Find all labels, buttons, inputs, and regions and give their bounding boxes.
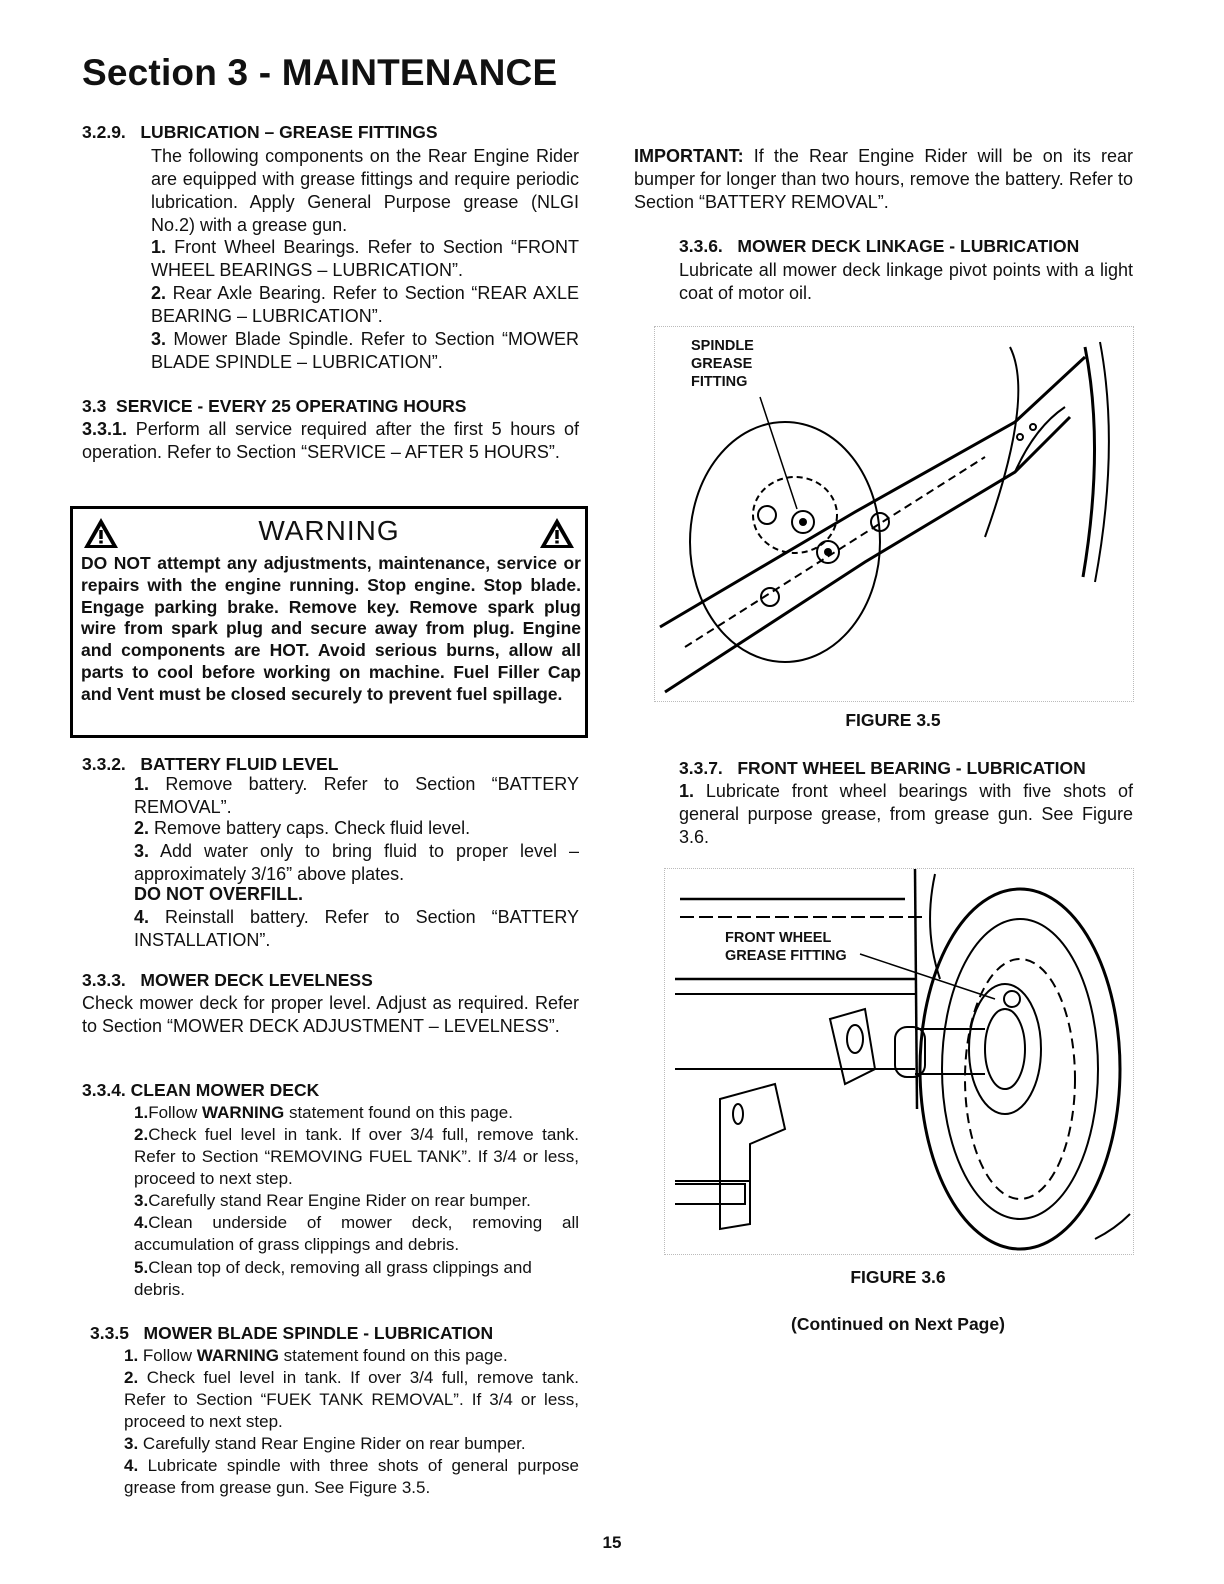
item-text: Front Wheel Bearings. Refer to Section “FRONT WHEEL BEARINGS – LUBRICATION”. xyxy=(151,237,579,280)
item-number: 1. xyxy=(124,1346,139,1365)
spindle-list xyxy=(124,1345,579,1499)
important-note xyxy=(634,145,1133,214)
important-label: IMPORTANT: xyxy=(634,146,744,166)
section-title: Section 3 - MAINTENANCE xyxy=(82,52,558,93)
important-text: If the Rear Engine Rider will be on its rear bumper for longer than two hours, remove the battery. Refer to Section “BATTERY REMOVAL”. xyxy=(634,146,1133,212)
list-item xyxy=(124,1345,579,1367)
label-line: FITTING xyxy=(691,374,748,390)
item-text: Follow xyxy=(148,1103,203,1122)
warning-body: DO NOT attempt any adjustments, maintenance, service or repairs with the engine running. Stop engine. Stop blade. Engage parking brake. Remove key. Remove spark plug wire from spark plug and secure away from plug. Engine and components are HOT. Avoid serious burns, allow all parts to cool before working on machine. Fuel Filler Cap and Vent must be closed securely to prevent fuel spillage. xyxy=(81,553,581,704)
item-number: 3.3.1. xyxy=(82,419,128,439)
clean-deck-list xyxy=(134,1102,579,1301)
item-text: Follow xyxy=(142,1346,197,1365)
list-item xyxy=(134,1190,579,1212)
item-number: 5. xyxy=(134,1258,149,1277)
item-number: 2. xyxy=(134,818,150,838)
heading-3-3-6: 3.3.6. MOWER DECK LINKAGE - LUBRICATION xyxy=(679,236,1080,256)
item-number: 2. xyxy=(151,283,167,303)
list-item xyxy=(124,1433,579,1455)
item-number: 3. xyxy=(134,841,150,861)
item-number: 3. xyxy=(134,1191,149,1210)
item-text: Remove battery caps. Check fluid level. xyxy=(154,818,471,838)
label-line: GREASE xyxy=(691,356,753,372)
warning-box xyxy=(70,506,588,738)
list-item xyxy=(151,236,579,282)
item-number: 3. xyxy=(124,1434,139,1453)
list-item xyxy=(134,817,579,840)
list-item xyxy=(134,840,579,886)
heading-3-2-9: 3.2.9. LUBRICATION – GREASE FITTINGS xyxy=(82,122,438,142)
front-wheel-illustration xyxy=(665,869,1133,1254)
label-line: SPINDLE xyxy=(691,338,754,354)
figure-3-6-caption: FIGURE 3.6 xyxy=(850,1267,946,1287)
item-text: Mower Blade Spindle. Refer to Section “MOWER BLADE SPINDLE – LUBRICATION”. xyxy=(151,329,579,372)
list-item xyxy=(134,1102,579,1124)
item-text: Clean top of deck, removing all grass clippings and debris. xyxy=(134,1258,532,1299)
item-text: Rear Axle Bearing. Refer to Section “REAR AXLE BEARING – LUBRICATION”. xyxy=(151,283,579,326)
item-number: 4. xyxy=(134,907,150,927)
item-text: Check fuel level in tank. If over 3/4 full, remove tank. Refer to Section “FUEK TANK REMOVAL”. If 3/4 or less, proceed to next step. xyxy=(124,1368,579,1431)
list-item xyxy=(151,282,579,328)
item-text: Lubricate spindle with three shots of general purpose grease from grease gun. See Figure 3.5. xyxy=(124,1456,579,1497)
item-number: 1. xyxy=(679,781,695,801)
list-item xyxy=(124,1455,579,1499)
list-item xyxy=(134,773,579,819)
label-line: GREASE FITTING xyxy=(725,948,847,964)
item-text: Add water only to bring fluid to proper level – approximately 3/16” above plates. xyxy=(134,841,579,884)
item-number: 1. xyxy=(134,774,150,794)
warning-ref: WARNING xyxy=(202,1103,285,1122)
figure-3-5-caption: FIGURE 3.5 xyxy=(845,710,941,730)
spindle-grease-label xyxy=(691,337,754,391)
item-text: Lubricate front wheel bearings with five shots of general purpose grease, from grease gun. See Figure 3.6. xyxy=(679,781,1133,847)
item-text: Reinstall battery. Refer to Section “BATTERY INSTALLATION”. xyxy=(134,907,579,950)
label-line: FRONT WHEEL xyxy=(725,930,832,946)
heading-3-3: 3.3 SERVICE - EVERY 25 OPERATING HOURS xyxy=(82,396,467,416)
list-item xyxy=(151,328,579,374)
item-text: Remove battery. Refer to Section “BATTERY REMOVAL”. xyxy=(134,774,579,817)
do-not-overfill: DO NOT OVERFILL. xyxy=(134,884,303,904)
page-number: 15 xyxy=(602,1533,622,1552)
figure-3-5 xyxy=(654,326,1134,702)
item-number: 3. xyxy=(151,329,167,349)
continued-note: (Continued on Next Page) xyxy=(791,1314,1005,1334)
item-text: statement found on this page. xyxy=(284,1103,513,1122)
figure-3-6 xyxy=(664,868,1134,1255)
item-text: Perform all service required after the first 5 hours of operation. Refer to Section “SERVICE – AFTER 5 HOURS”. xyxy=(82,419,579,462)
item-text: Carefully stand Rear Engine Rider on rear bumper. xyxy=(148,1191,531,1210)
item-number: 2. xyxy=(124,1368,139,1387)
item-text: statement found on this page. xyxy=(278,1346,508,1365)
list-item xyxy=(134,1212,579,1256)
list-item xyxy=(134,1256,579,1301)
item-number: 4. xyxy=(134,1213,149,1232)
list-item xyxy=(124,1367,579,1433)
item-number: 1. xyxy=(134,1103,149,1122)
warning-title: WARNING xyxy=(258,515,400,546)
item-number: 4. xyxy=(124,1456,139,1475)
deck-levelness-text: Check mower deck for proper level. Adjust as required. Refer to Section “MOWER DECK ADJUSTMENT – LEVELNESS”. xyxy=(82,993,579,1036)
heading-3-3-5: 3.3.5 MOWER BLADE SPINDLE - LUBRICATION xyxy=(90,1323,494,1343)
item-number: 1. xyxy=(151,237,167,257)
front-wheel-text xyxy=(679,780,1133,849)
list-item xyxy=(134,1124,579,1190)
list-item xyxy=(134,906,579,952)
item-number: 2. xyxy=(134,1125,149,1144)
warning-triangle-icon xyxy=(539,517,575,549)
linkage-text: Lubricate all mower deck linkage pivot points with a light coat of motor oil. xyxy=(679,260,1133,303)
item-text: Check fuel level in tank. If over 3/4 full, remove tank. Refer to Section “REMOVING FUEL TANK”. If 3/4 or less, proceed to next step. xyxy=(134,1125,579,1188)
warning-ref: WARNING xyxy=(196,1346,279,1365)
front-wheel-grease-label xyxy=(725,929,847,965)
heading-3-3-2: 3.3.2. BATTERY FLUID LEVEL xyxy=(82,754,339,774)
service-25-text xyxy=(82,418,579,464)
heading-3-3-3: 3.3.3. MOWER DECK LEVELNESS xyxy=(82,970,373,990)
lubrication-intro: The following components on the Rear Engine Rider are equipped with grease fittings and require periodic lubrication. Apply General Purpose grease (NLGI No.2) with a grease gun. xyxy=(151,146,579,235)
heading-3-3-7: 3.3.7. FRONT WHEEL BEARING - LUBRICATION xyxy=(679,758,1086,778)
item-text: Carefully stand Rear Engine Rider on rear bumper. xyxy=(142,1434,526,1453)
heading-3-3-4: 3.3.4. CLEAN MOWER DECK xyxy=(82,1080,320,1100)
item-text: Clean underside of mower deck, removing all accumulation of grass clippings and debris. xyxy=(134,1213,579,1254)
